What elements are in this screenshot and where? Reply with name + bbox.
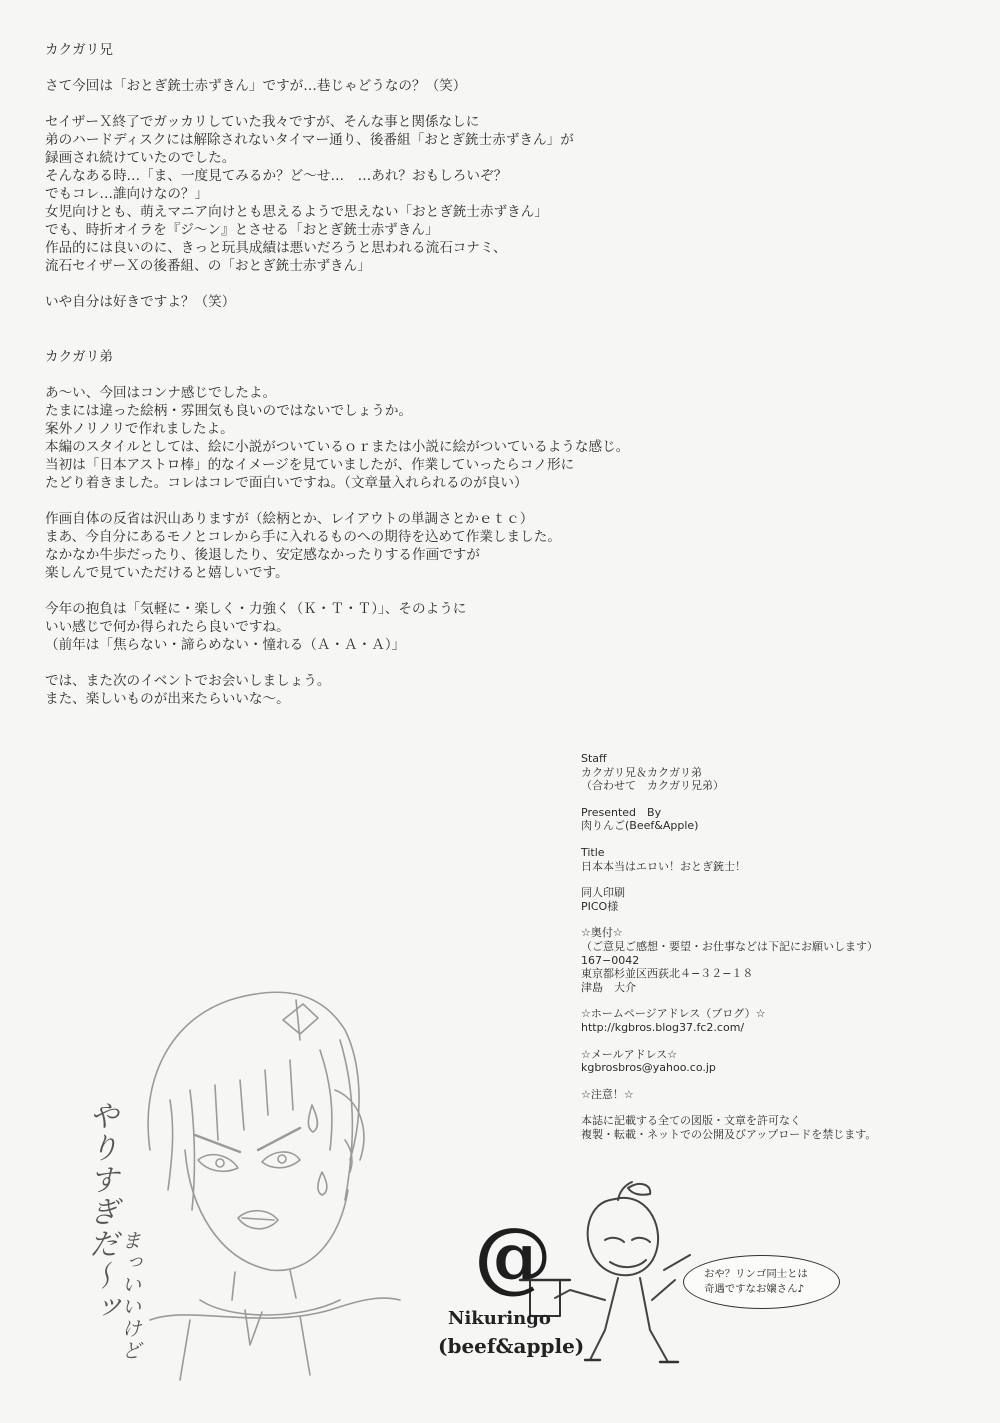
speech-bubble: [683, 1255, 840, 1309]
text-line: あ～い、今回はコンナ感じでしたよ。: [45, 385, 277, 401]
text-line: いい感じで何か得られたら良いですね。: [45, 619, 290, 635]
logo-subtitle: (beef&apple): [438, 1334, 585, 1358]
text-line: 本編のスタイルとしては、絵に小説がついているｏｒまたは小説に絵がついているような感じ。: [45, 439, 630, 455]
text-line: そんなある時…「ま、一度見てみるか？ど～せ… …あれ？おもしろいぞ？: [45, 168, 508, 184]
section-heading: カクガリ兄: [45, 42, 113, 58]
text-line: さて今回は「おとぎ銃士赤ずきん」ですが…巷じゃどうなの？（笑）: [45, 78, 467, 94]
sketch-exclaim-text: やりすぎだ〜ッ: [83, 1100, 118, 1324]
presented-label: Presented By: [581, 805, 662, 819]
text-line: でも、時折オイラを『ジ～ン』とさせる「おとぎ銃士赤ずきん」: [45, 222, 439, 238]
section-heading: カクガリ弟: [45, 349, 113, 365]
notice-line: 本誌に記載する全ての図版・文章を許可なく: [581, 1114, 801, 1128]
speech-line: 奇遇ですなお嬢さん♪: [704, 1283, 805, 1295]
logo-name: Nikuringo: [448, 1308, 551, 1329]
text-line: 今年の抱負は「気軽に・楽しく・力強く（Ｋ・Ｔ・Ｔ）」、そのように: [45, 601, 467, 617]
text-line: 楽しんで見ていただけると嬉しいです。: [45, 565, 289, 581]
mail-label: ☆メールアドレス☆: [581, 1047, 678, 1061]
text-line: セイザーＸ終了でガッカリしていた我々ですが、そんな事と関係なしに: [45, 114, 480, 130]
staff-line: （合わせて カクガリ兄弟）: [581, 779, 724, 793]
text-line: また、楽しいものが出来たらいいな～。: [45, 691, 290, 707]
postal-code: 167−0042: [581, 953, 640, 967]
text-line: 弟のハードディスクには解除されないタイマー通り、後番組「おとぎ銃士赤ずきん」が: [45, 132, 574, 148]
notice-line: 複製・転載・ネットでの公開及びアップロードを禁じます。: [581, 1127, 877, 1141]
print-label: 同人印刷: [581, 886, 625, 900]
text-line: まあ、今自分にあるモノとコレから手に入れるものへの期待を込めて作業しました。: [45, 529, 561, 545]
text-line: 作品的には良いのに、きっと玩具成績は悪いだろうと思われる流石コナミ、: [45, 240, 507, 256]
text-line: でもコレ…誰向けなの？」: [45, 186, 209, 202]
address: 東京都杉並区西荻北４−３２−１８: [581, 967, 754, 981]
text-line: 当初は「日本アストロ棒」的なイメージを見ていましたが、作業していったらコノ形に: [45, 457, 575, 473]
text-line: では、また次のイベントでお会いしましょう。: [45, 673, 331, 689]
notice-label: ☆注意！☆: [581, 1087, 634, 1101]
title-value: 日本本当はエロい！おとぎ銃士！: [581, 859, 746, 873]
mail-value[interactable]: kgbrosbros@yahoo.co.jp: [581, 1061, 716, 1075]
text-line: 作画自体の反省は沢山ありますが（絵柄とか、レイアウトの単調さとかｅｔｃ）: [45, 511, 534, 527]
speech-line: おや？リンゴ同士とは: [704, 1268, 808, 1280]
staff-line: カクガリ兄＆カクガリ弟: [581, 765, 702, 779]
text-line: たどり着きました。コレはコレで面白いですね。（文章量入れられるのが良い）: [45, 475, 528, 491]
presented-value: 肉りんご(Beef&Apple): [581, 819, 699, 833]
contact-name: 津島 大介: [581, 980, 636, 994]
text-line: たまには違った絵柄・雰囲気も良いのではないでしょうか。: [45, 403, 413, 419]
text-line: （前年は「焦らない・諦らめない・憧れる（Ａ・Ａ・Ａ）」: [45, 637, 406, 653]
okuduke-label: ☆奥付☆: [581, 926, 623, 940]
staff-label: Staff: [581, 752, 607, 765]
text-line: なかなか牛歩だったり、後退したり、安定感なかったりする作画ですが: [45, 547, 480, 563]
okuduke-note: （ご意見ご感想・要望・お仕事などは下記にお願いします）: [581, 939, 878, 953]
logo-at-symbol: @: [474, 1211, 552, 1302]
homepage-label: ☆ホームページアドレス（ブログ）☆: [581, 1007, 766, 1021]
text-line: いや自分は好きですよ？（笑）: [45, 294, 236, 310]
text-line: 案外ノリノリで作れましたよ。: [45, 421, 234, 437]
text-line: 録画され続けていたのでした。: [45, 150, 236, 166]
sketch-aside-text: まっいいけど: [118, 1230, 142, 1362]
print-value: PICO様: [581, 899, 619, 913]
homepage-url[interactable]: http://kgbros.blog37.fc2.com/: [581, 1020, 745, 1034]
title-label: Title: [581, 845, 605, 859]
text-line: 流石セイザーＸの後番組、の「おとぎ銃士赤ずきん」: [45, 258, 371, 274]
text-line: 女児向けとも、萌えマニア向けとも思えるようで思えない「おとぎ銃士赤ずきん」: [45, 204, 548, 220]
